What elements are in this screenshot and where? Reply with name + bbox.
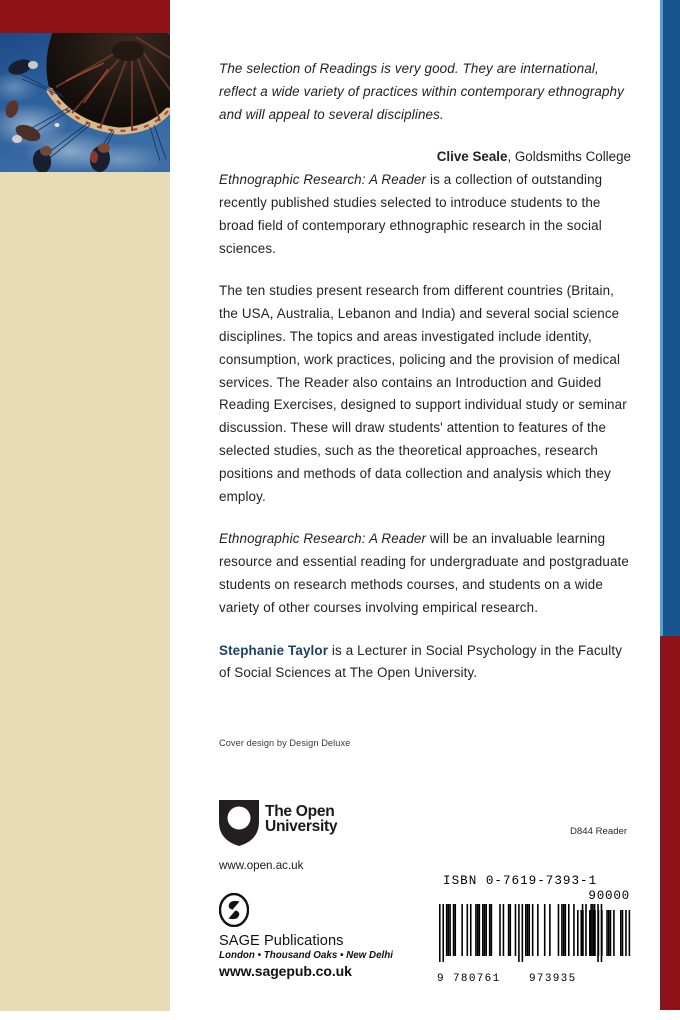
open-university-logo [219, 800, 479, 846]
open-university-url[interactable]: www.open.ac.uk [219, 859, 304, 872]
blurb-paragraph-1-rest: is a collection of outstanding recently published studies selected to introduce students to the broad field of contemporary ethnographic research in the social sciences. [219, 172, 603, 256]
ou-wordmark-line2: University [265, 818, 338, 835]
open-university-shield-icon [219, 800, 259, 846]
isbn-text: ISBN 0-7619-7393-1 [443, 874, 598, 888]
cover-photograph [0, 33, 170, 172]
open-university-wordmark [265, 804, 337, 834]
reviewer-affiliation: , Goldsmiths College [507, 149, 631, 165]
review-attribution [219, 146, 631, 169]
review-quote-block [219, 0, 631, 169]
review-quote: The selection of Readings is very good. They are international, reflect a wide variety of practices within contemporary ethnography and will appeal to several disciplines. [219, 61, 624, 122]
ou-wordmark-line1: The Open [265, 803, 335, 820]
barcode-digits [437, 973, 632, 987]
barcode-digits-mid: 780761 [453, 973, 501, 985]
open-university-block [219, 800, 479, 872]
spine-red-highlight [660, 636, 663, 1010]
carousel-photo-illustration [0, 33, 170, 172]
top-red-band [0, 0, 170, 33]
blurb-paragraph-1 [219, 169, 631, 260]
spine-blue-strip [660, 0, 680, 636]
spine-red-strip [660, 636, 680, 1010]
author-name: Stephanie Taylor [219, 642, 329, 658]
spine-blue-highlight [660, 0, 663, 636]
sage-url[interactable]: www.sagepub.co.uk [219, 963, 352, 979]
blurb-paragraph-3-rest: will be an invaluable learning resource and essential reading for undergraduate and postgraduate students on research methods courses, and students on a wide variety of other courses involving empirical research. [219, 531, 629, 615]
isbn-barcode-block [437, 874, 632, 987]
cover-design-credit: Cover design by Design Deluxe [219, 738, 351, 748]
author-bio [219, 640, 631, 686]
barcode-bars [437, 904, 632, 973]
barcode-addon-value: 90000 [588, 889, 630, 903]
book-title-mention-2: Ethnographic Research: A Reader [219, 531, 427, 547]
sage-logo-icon [219, 893, 249, 927]
barcode-digit-left: 9 [437, 973, 444, 985]
blurb-paragraph-2: The ten studies present research from different countries (Britain, the USA, Australia, Lebanon and India) and several social science disciplines. The topics and areas investigated include identity, consumption, work practices, policing and the provision of medical services. The Reader also contains an Introduction and Guided Reading Exercises, designed to support individual study or seminar discussion. These will draw students' attention to features of the selected studies, such as the theoretical approaches, research positions and methods of data collection and analysis which they employ. [219, 283, 627, 504]
barcode-digits-right: 973935 [529, 973, 577, 985]
blurb-paragraph-3 [219, 528, 631, 619]
sage-publisher-block [219, 893, 449, 979]
book-title-mention-1: Ethnographic Research: A Reader [219, 172, 427, 188]
course-code: D844 Reader [570, 826, 628, 837]
reviewer-name: Clive Seale [436, 149, 508, 165]
ean13-barcode-graphic [437, 904, 632, 968]
author-bio-rest: is a Lecturer in Social Psychology in the Faculty of Social Sciences at The Open University. [219, 642, 623, 681]
sage-name: SAGE Publications [219, 933, 344, 949]
sage-cities: London • Thousand Oaks • New Delhi [219, 950, 393, 961]
